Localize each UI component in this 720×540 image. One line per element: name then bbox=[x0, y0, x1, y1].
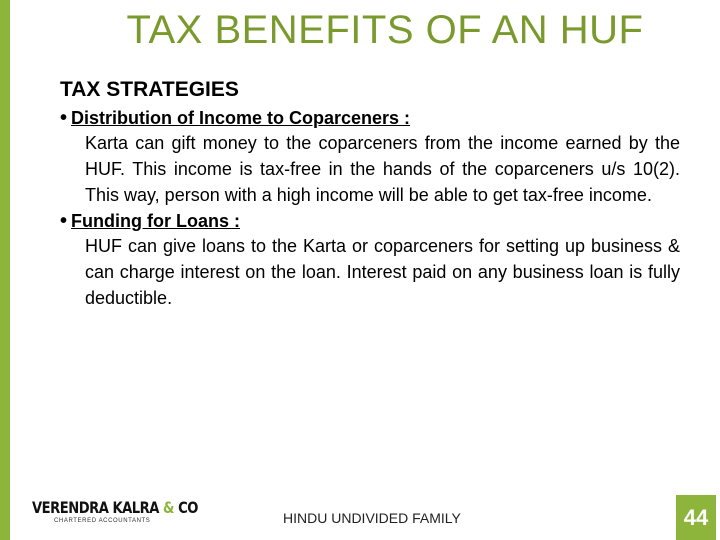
company-logo bbox=[32, 498, 198, 538]
bullet-heading bbox=[60, 107, 680, 130]
bullet-dot-icon: • bbox=[60, 210, 68, 232]
bullet-heading bbox=[60, 210, 680, 233]
bullet-text: HUF can give loans to the Karta or coparceners for setting up business & can charge interest on the loan. Interest paid on any business loan is fully deductible. bbox=[85, 236, 680, 308]
logo-wordmark bbox=[32, 498, 198, 517]
logo-main-text: VERENDRA KALRA bbox=[32, 498, 159, 517]
footer-text: HINDU UNDIVIDED FAMILY bbox=[283, 510, 461, 526]
bullet-dot-icon: • bbox=[60, 107, 68, 129]
bullet-text: Karta can gift money to the coparceners from the income earned by the HUF. This income is tax-free in the hands of the coparceners u/s 10(2). This way, person with a high income will be able to get tax-free income. bbox=[85, 133, 680, 205]
logo-ampersand: & bbox=[163, 498, 174, 517]
bullet-label: Distribution of Income to Coparceners : bbox=[71, 108, 411, 128]
section-heading: TAX STRATEGIES bbox=[60, 78, 239, 101]
slide-content bbox=[60, 78, 680, 312]
accent-side-bar bbox=[0, 0, 10, 540]
page-number: 44 bbox=[676, 495, 716, 540]
logo-subtitle: CHARTERED ACCOUNTANTS bbox=[54, 518, 151, 524]
logo-co-text: CO bbox=[178, 498, 198, 517]
slide-title: TAX BENEFITS OF AN HUF bbox=[126, 8, 644, 52]
bullet-label: Funding for Loans : bbox=[71, 211, 240, 231]
